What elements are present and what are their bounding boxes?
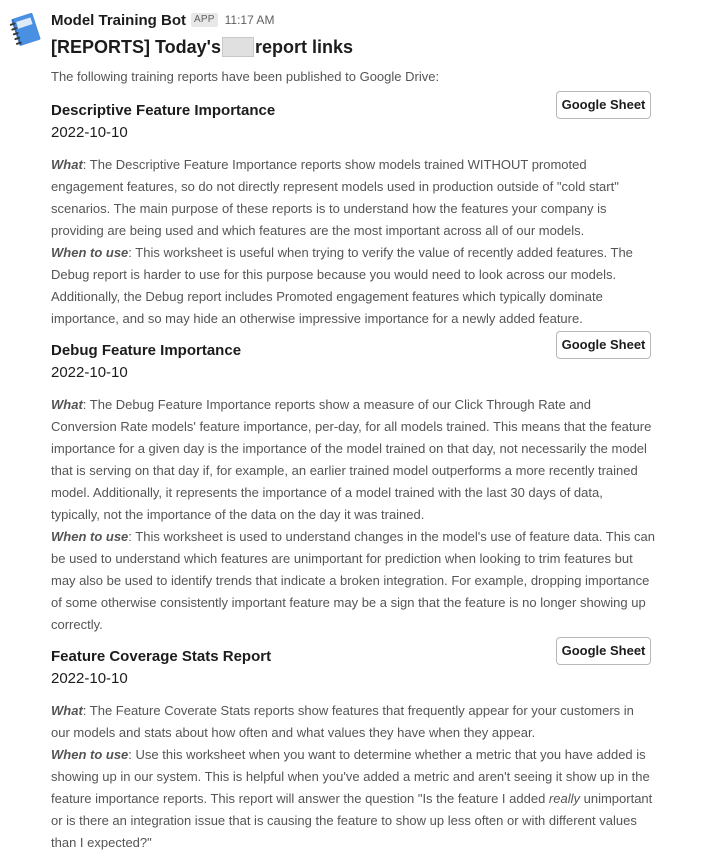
report-title: Debug Feature Importance	[51, 342, 242, 359]
report-date: 2022-10-10	[51, 364, 128, 381]
when-text: : This worksheet is used to understand changes in the model's use of feature data. This can be used to understand which features are unimportant for prediction when looking to trim features but may also be used to identify trends that indicate a broken integration. For example, dropping importance of some otherwise consistently important feature may be a sign that the feature is no longer showing up correctly.	[51, 529, 655, 632]
report-date: 2022-10-10	[51, 670, 128, 687]
report-date: 2022-10-10	[51, 124, 128, 141]
when-paragraph	[51, 526, 655, 636]
message-title-suffix: report links	[254, 36, 353, 57]
when-text: : This worksheet is useful when trying to verify the value of recently added features. The Debug report is harder to use for this purpose because you would need to look across our models. Additionally, the Debug report includes Promoted engagement features which typically dominate importance, and so may hide an otherwise impressive importance for a newly added feature.	[51, 245, 633, 326]
redacted-block	[222, 37, 254, 57]
report-title: Feature Coverage Stats Report	[51, 648, 272, 665]
when-label: When to use	[51, 747, 129, 762]
notebook-avatar-icon	[6, 12, 42, 48]
when-paragraph	[51, 242, 655, 330]
bot-name[interactable]: Model Training Bot	[51, 11, 186, 29]
intro-text: The following training reports have been published to Google Drive:	[51, 69, 440, 84]
what-paragraph	[51, 154, 655, 242]
what-label: What	[51, 157, 83, 172]
when-label: When to use	[51, 245, 129, 260]
message-timestamp[interactable]: 11:17 AM	[224, 13, 275, 27]
google-sheet-button[interactable]: Google Sheet	[556, 91, 651, 119]
report-description	[51, 154, 655, 330]
when-text-end: unimportant or is there an integration issue that is causing the feature to show up less often or with different values than I expected?"	[51, 791, 653, 850]
app-badge: APP	[191, 13, 218, 27]
what-text: : The Descriptive Feature Importance reports show models trained WITHOUT promoted engagement features, so do not directly represent models used in production outside of "cold start" scenarios. The main purpose of these reports is to understand how the features your company is providing are being used and which features are the most important across all of our models.	[51, 157, 619, 238]
google-sheet-button[interactable]: Google Sheet	[556, 637, 651, 665]
what-text: : The Debug Feature Importance reports show a measure of our Click Through Rate and Conversion Rate models' feature importance, per-day, for all models trained. This means that the feature importance for a given day is the importance of the model trained on that day, not necessarily the model that is serving on that day if, for example, an earlier trained model outperforms a more recently trained model. Additionally, it represents the importance of a model trained with the last 30 days of data, typically, not the importance of the data on the day it was trained.	[51, 397, 652, 522]
what-paragraph	[51, 394, 655, 526]
when-text-start: : Use this worksheet when you want to determine whether a metric that you have added is showing up in our system. This is helpful when you've added a metric and aren't seeing it show up in the feature importance reports. This report will answer the question "Is the feature I added	[51, 747, 650, 806]
message-header	[51, 10, 274, 30]
report-description	[51, 700, 655, 854]
when-paragraph	[51, 744, 655, 854]
when-label: When to use	[51, 529, 129, 544]
what-label: What	[51, 703, 83, 718]
report-title: Descriptive Feature Importance	[51, 102, 276, 119]
when-text-emphasis: really	[548, 791, 580, 806]
google-sheet-button[interactable]: Google Sheet	[556, 331, 651, 359]
message-title-prefix: [REPORTS] Today's	[51, 36, 221, 57]
message-title	[51, 34, 353, 60]
what-text: : The Feature Coverate Stats reports show features that frequently appear for your customers in our models and stats about how often and what values they have when they appear.	[51, 703, 634, 740]
report-description	[51, 394, 655, 636]
what-label: What	[51, 397, 83, 412]
what-paragraph	[51, 700, 655, 744]
